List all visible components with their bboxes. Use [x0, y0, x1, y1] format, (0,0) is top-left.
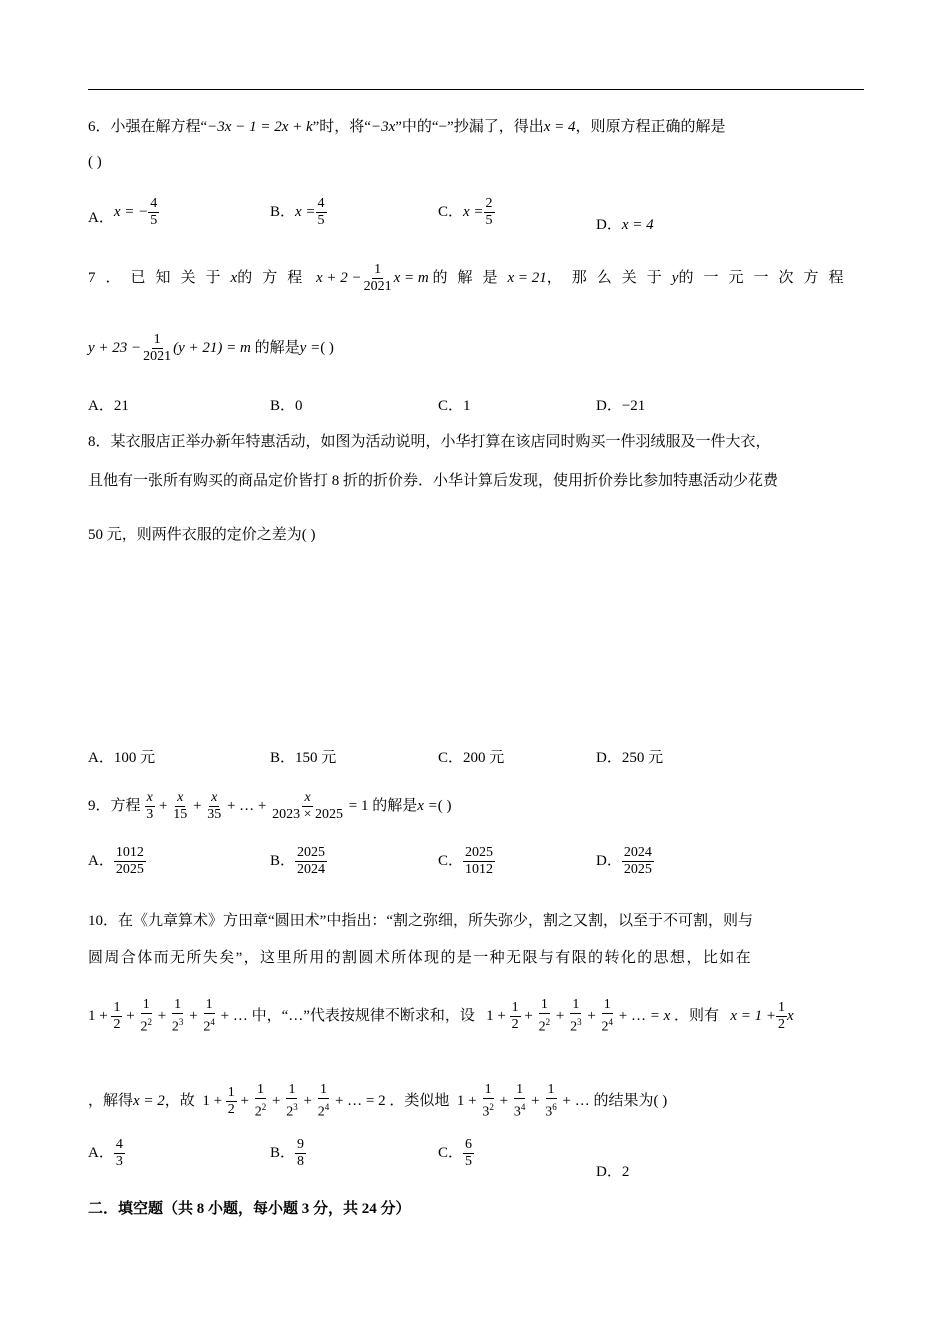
q6-option-d[interactable]: D．x = 4: [596, 217, 654, 233]
q8-line-2: 且他有一张所有购买的商品定价皆打 8 折的折价券．小华计算后发现，使用折价券比参加特惠活动少花费: [88, 473, 779, 489]
q7-option-d[interactable]: D．−21: [596, 398, 646, 414]
q7-option-c[interactable]: C．1: [438, 398, 471, 414]
q7-stem-2: y + 23 − $\frac{1}{2021}$ (y + 21) = m 的解是y =( ): [88, 332, 334, 364]
q8-option-d[interactable]: D．250 元: [596, 750, 664, 766]
q9-option-d[interactable]: D． $\frac{2024}{2025}$: [596, 845, 652, 877]
q8-line-1: 8．某衣服店正举办新年特惠活动，如图为活动说明，小华打算在该店同时购买一件羽绒服及一件大衣，: [88, 434, 771, 450]
header-rule: [88, 89, 864, 90]
section-2-heading: 二．填空题（共 8 小题，每小题 3 分，共 24 分）: [88, 1201, 411, 1217]
q9-option-b[interactable]: B． $\frac{2025}{2024}$: [270, 845, 326, 877]
q10-line-3: 1 + $\frac{1}{2}$ + $\frac{1}{2^2}$ + $\frac{1}{2^3}$ + $\frac{1}{2^4}$ + … 中，“…”代表按规律不断求和，设 1 + $\frac{1}{2}$ + $\frac{1}{2^2}$ + $\frac{1}{2^3}$ + $\frac{1}{2^4}$ + … = x ．则有 x = 1 + $\frac{1}{2}$ x: [88, 997, 794, 1035]
q10-line-1: 10．在《九章算术》方田章“圆田术”中指出：“割之弥细，所失弥少，割之又割，以至于不可割，则与: [88, 913, 753, 929]
q6-stem: 6．小强在解方程“−3x − 1 = 2x + k”时，将“−3x”中的“−”抄漏了，得出x = 4，则原方程正确的解是: [88, 119, 726, 135]
q7-stem: 7．已知关于x的方程 x + 2 − $\frac{1}{2021}$ x = m 的解是x = 21，那么关于y的一元一次方程: [88, 262, 854, 294]
q6-option-b[interactable]: B．x = $\frac{4}{5}$: [270, 196, 325, 228]
q7-option-a[interactable]: A．21: [88, 398, 129, 414]
q9-option-c[interactable]: C． $\frac{2025}{1012}$: [438, 845, 494, 877]
q7-option-b[interactable]: B．0: [270, 398, 303, 414]
q9-stem: 9．方程 $\frac{x}{3}$ + $\frac{x}{15}$ + $\frac{x}{35}$ + … + $\frac{x}{2023 \times 2025}$ = 1 的解是x =( ): [88, 790, 452, 822]
q8-option-b[interactable]: B．150 元: [270, 750, 337, 766]
q8-line-3: 50 元，则两件衣服的定价之差为( ): [88, 527, 316, 543]
q8-option-c[interactable]: C．200 元: [438, 750, 505, 766]
q8-option-a[interactable]: A．100 元: [88, 750, 156, 766]
q10-option-b[interactable]: B． $\frac{9}{8}$: [270, 1137, 305, 1169]
q10-line-4: ，解得x = 2，故 1 + $\frac{1}{2}$ + $\frac{1}{2^2}$ + $\frac{1}{2^3}$ + $\frac{1}{2^4}$ + … = 2 ．类似地 1 + $\frac{1}{3^2}$ + $\frac{1}{3^4}$ + $\frac{1}{3^6}$ + … 的结果为( ): [88, 1082, 668, 1120]
q6-option-a[interactable]: A．x = − $\frac{4}{5}$: [88, 196, 158, 228]
q10-option-c[interactable]: C． $\frac{6}{5}$: [438, 1137, 473, 1169]
q10-line-2: 圆周合体而无所失矣”，这里所用的割圆术所体现的是一种无限与有限的转化的思想，比如在: [88, 950, 753, 966]
q6-option-c[interactable]: C．x = $\frac{2}{5}$: [438, 196, 493, 228]
q6-paren: ( ): [88, 154, 102, 170]
q9-option-a[interactable]: A． $\frac{1012}{2025}$: [88, 845, 144, 877]
q10-option-a[interactable]: A． $\frac{4}{3}$: [88, 1137, 123, 1169]
q10-option-d[interactable]: D．2: [596, 1164, 630, 1180]
